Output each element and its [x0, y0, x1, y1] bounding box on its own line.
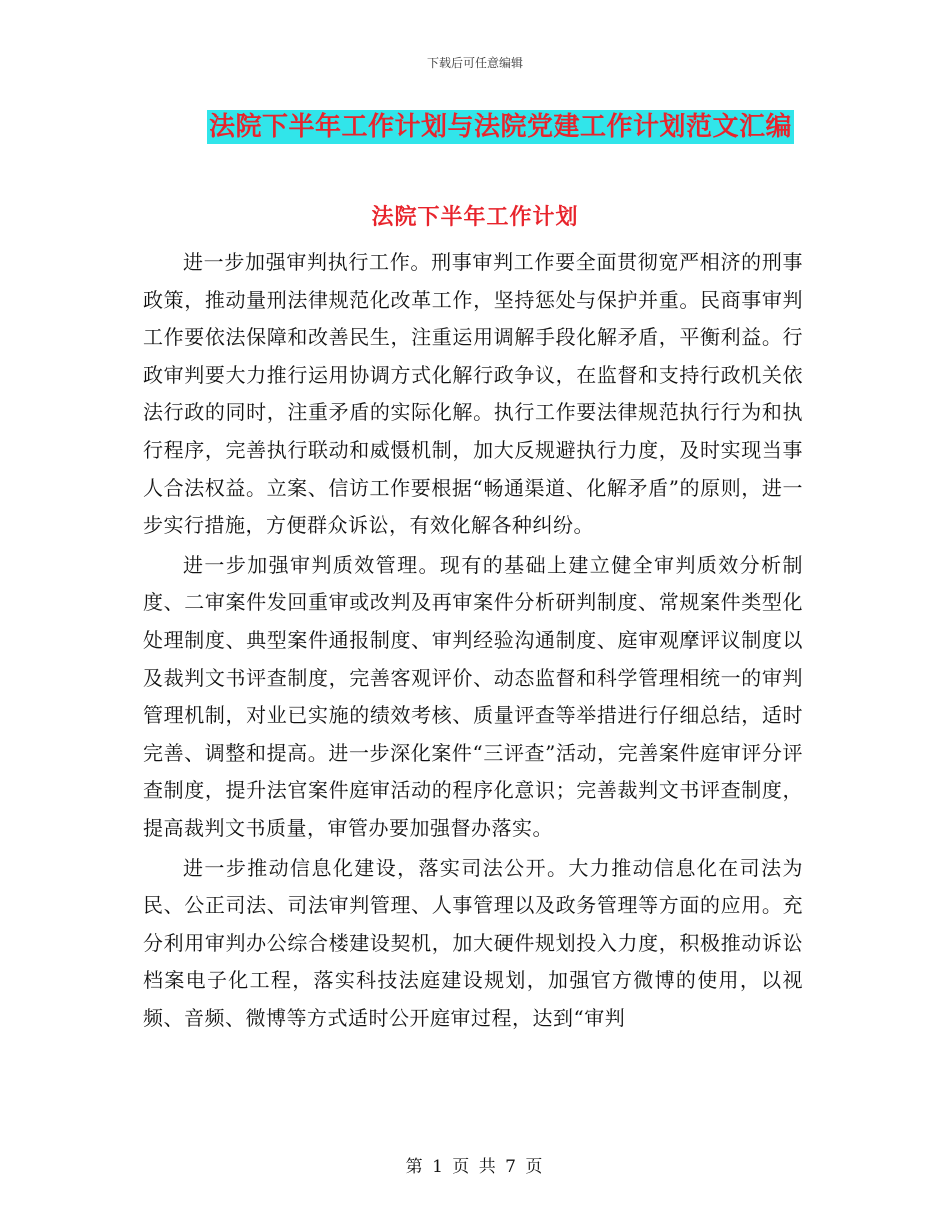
paragraph: 进一步加强审判执行工作。刑事审判工作要全面贯彻宽严相济的刑事政策，推动量刑法律规范化改革工作，坚持惩处与保护并重。民商事审判工作要依法保障和改善民生，注重运用调解手段化解矛盾，平衡利益。行政审判要大力推行运用协调方式化解行政争议，在监督和支持行政机关依法行政的同时，注重矛盾的实际化解。执行工作要法律规范执行行为和执行程序，完善执行联动和威慑机制，加大反规避执行力度，及时实现当事人合法权益。立案、信访工作要根据“畅通渠道、化解矛盾”的原则，进一步实行措施，方便群众诉讼，有效化解各种纠纷。 [143, 250, 803, 538]
document-title: 法院下半年工作计划与法院党建工作计划范文汇编 [209, 112, 793, 142]
paragraph: 进一步加强审判质效管理。现有的基础上建立健全审判质效分析制度、二审案件发回重审或改判及再审案件分析研判制度、常规案件类型化处理制度、典型案件通报制度、审判经验沟通制度、庭审观摩评议制度以及裁判文书评查制度，完善客观评价、动态监督和科学管理相统一的审判管理机制，对业已实施的绩效考核、质量评查等举措进行仔细总结，适时完善、调整和提高。进一步深化案件“三评查”活动，完善案件庭审评分评查制度，提升法官案件庭审活动的程序化意识；完善裁判文书评查制度，提高裁判文书质量，审管办要加强督办落实。 [143, 552, 803, 840]
body-text [143, 244, 803, 1039]
section-title: 法院下半年工作计划 [371, 204, 579, 230]
page-number-footer: 第 1 页 共 7 页 [405, 1157, 545, 1177]
paragraph: 进一步推动信息化建设，落实司法公开。大力推动信息化在司法为民、公正司法、司法审判管理、人事管理以及政务管理等方面的应用。充分利用审判办公综合楼建设契机，加大硬件规划投入力度，积极推动诉讼档案电子化工程，落实科技法庭建设规划，加强官方微博的使用，以视频、音频、微博等方式适时公开庭审过程，达到“审判 [143, 855, 803, 1030]
header-note: 下载后可任意编辑 [426, 56, 523, 70]
